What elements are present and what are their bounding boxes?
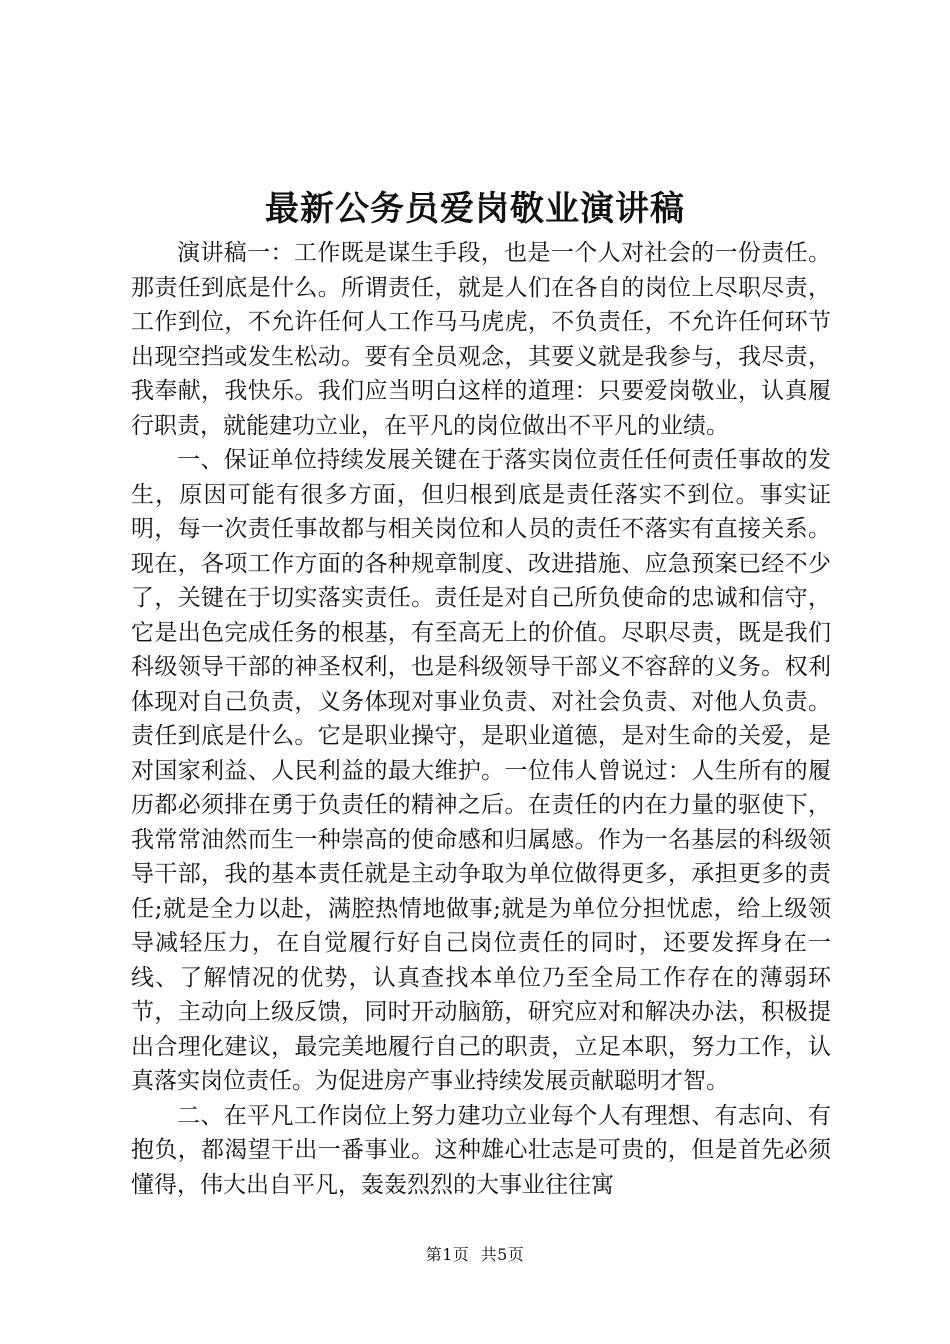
document-body: [131, 236, 831, 1202]
page-total: 共5页: [480, 1245, 525, 1264]
document-title: 最新公务员爱岗敬业演讲稿: [265, 189, 685, 229]
paragraph-intro: 演讲稿一：工作既是谋生手段，也是一个人对社会的一份责任。那责任到底是什么。所谓责任，就是人们在各自的岗位上尽职尽责，工作到位，不允许任何人工作马马虎虎，不负责任，不允许任何环节出现空挡或发生松动。要有全员观念，其要义就是我参与，我尽责，我奉献，我快乐。我们应当明白这样的道理：只要爱岗敬业，认真履行职责，就能建功立业，在平凡的岗位做出不平凡的业绩。: [131, 240, 831, 439]
page-number: 第1页: [425, 1245, 470, 1264]
paragraph-section-one: 一、保证单位持续发展关键在于落实岗位责任任何责任事故的发生，原因可能有很多方面，但归根到底是责任落实不到位。事实证明，每一次责任事故都与相关岗位和人员的责任不落实有直接关系。现在，各项工作方面的各种规章制度、改进措施、应急预案已经不少了，关键在于切实落实责任。责任是对自己所负使命的忠诚和信守，它是出色完成任务的根基，有至高无上的价值。尽职尽责，既是我们科级领导干部的神圣权利，也是科级领导干部义不容辞的义务。权利体现对自己负责，义务体现对事业负责、对社会负责、对他人负责。责任到底是什么。它是职业操守，是职业道德，是对生命的关爱，是对国家利益、人民利益的最大维护。一位伟人曾说过：人生所有的履历都必须排在勇于负责任的精神之后。在责任的内在力量的驱使下，我常常油然而生一种崇高的使命感和归属感。作为一名基层的科级领导干部，我的基本责任就是主动争取为单位做得更多，承担更多的责任;就是全力以赴，满腔热情地做事;就是为单位分担忧虑，给上级领导减轻压力，在自觉履行好自己岗位责任的同时，还要发挥身在一线、了解情况的优势，认真查找本单位乃至全局工作存在的薄弱环节，主动向上级反馈，同时开动脑筋，研究应对和解决办法，积极提出合理化建议，最完美地履行自己的职责，立足本职，努力工作，认真落实岗位责任。为促进房产事业持续发展贡献聪明才智。: [131, 447, 831, 1094]
paragraph-section-two: 二、在平凡工作岗位上努力建功立业每个人有理想、有志向、有抱负，都渴望干出一番事业。这种雄心壮志是可贵的，但是首先必须懂得，伟大出自平凡，轰轰烈烈的大事业往往寓: [131, 1102, 831, 1198]
page-footer: [0, 1244, 950, 1266]
